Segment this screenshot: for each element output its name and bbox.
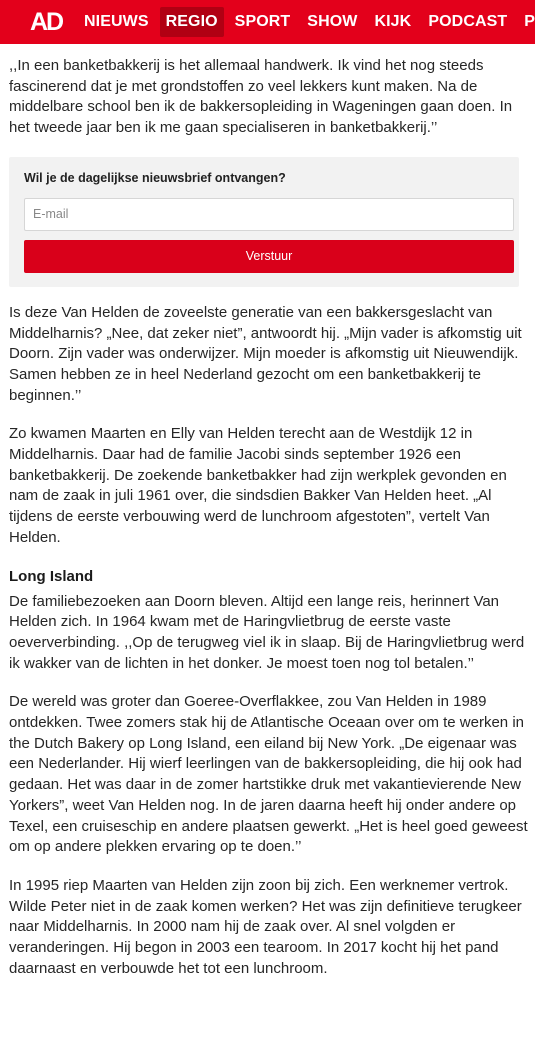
email-field[interactable]	[24, 198, 514, 231]
section-heading: Long Island	[9, 567, 94, 585]
article-paragraph: Is deze Van Helden de zoveelste generatie van een bakkersgeslacht van Middelharnis? „Nee, dat zeker niet”, antwoordt hij. „Mijn vader is afkomstig uit Doorn. Zijn vader was onderwijzer. Mijn moeder is afkomstig uit Nieuwendijk. Samen hebben ze in heel Nederland gezocht om een banketbakkerij te beginnen.’’	[9, 303, 522, 404]
article-paragraph: De wereld was groter dan Goeree-Overflakkee, zou Van Helden in 1989 ontdekken. Twee zomers stak hij de Atlantische Oceaan over om te werken in the Dutch Bakery op Long Island, een eiland bij New York. „De eigenaar was een Nederlander. Hij wierf leerlingen van de bakkersopleiding, die hij ook had gedaan. Het was daar in de zomer hartstikke druk met vakantievierende New Yorkers”, weet Van Helden nog. In de jaren daarna heeft hij onder andere op Texel, een cruiseschip en andere plaatsen gewerkt. „Het is heel goed geweest om op andere plekken ervaring op te doen.’’	[9, 693, 528, 856]
top-navigation	[0, 0, 547, 44]
newsletter-signup	[9, 157, 519, 287]
nav-item-sport[interactable]: SPORT	[234, 13, 291, 30]
nav-item-pu-truncated[interactable]: PU	[524, 13, 547, 30]
nav-item-podcast[interactable]: PODCAST	[428, 13, 508, 30]
article-paragraph: Zo kwamen Maarten en Elly van Helden terecht aan de Westdijk 12 in Middelharnis. Daar had de familie Jacobi sinds september 1926 een banketbakkerij. De zoekende banketbakker had zijn werkplek gevonden en nam de zaak in juli 1961 over, die sindsdien Bakker Van Helden heet. „Al tijdens de eerste verbouwing werd de lunchroom afgestoten”, vertelt Van Helden.	[9, 425, 507, 546]
article-paragraph: ,,In een banketbakkerij is het allemaal handwerk. Ik vind het nog steeds fascinerend dat je met grondstoffen zo veel lekkers kunt maken. Na de middelbare school ben ik de bakkersopleiding in Wageningen gaan doen. In het tweede jaar ben ik me gaan specialiseren in banketbakkerij.’’	[9, 57, 513, 137]
article-paragraph: De familiebezoeken aan Doorn bleven. Altijd een lange reis, herinnert Van Helden zich. In 1964 kwam met de Haringvlietbrug de eerste vaste oeververbinding. ,,Op de terugweg viel ik in slaap. Bij de Haringvlietbrug werd ik wakker van de lichten in het donker. Je moest toen nog tol betalen.’’	[9, 592, 525, 672]
article-body	[9, 56, 529, 998]
ad-logo[interactable]: AD	[30, 7, 63, 36]
nav-item-nieuws[interactable]: NIEUWS	[84, 13, 149, 30]
newsletter-title: Wil je de dagelijkse nieuwsbrief ontvangen?	[24, 170, 286, 185]
nav-item-show[interactable]: SHOW	[307, 13, 358, 30]
article-paragraph: In 1995 riep Maarten van Helden zijn zoon bij zich. Een werknemer vertrok. Wilde Peter niet in de zaak komen werken? Het was zijn definitieve terugkeer naar Middelharnis. In 2000 nam hij de zaak over. Al snel volgden er veranderingen. Hij begon in 2003 een tearoom. In 2017 kocht hij het pand daarnaast en verbouwde het tot een lunchroom.	[9, 876, 522, 977]
nav-item-regio[interactable]: REGIO	[160, 7, 224, 37]
nav-item-kijk[interactable]: KIJK	[374, 13, 412, 30]
submit-newsletter-button[interactable]: Verstuur	[24, 240, 514, 273]
